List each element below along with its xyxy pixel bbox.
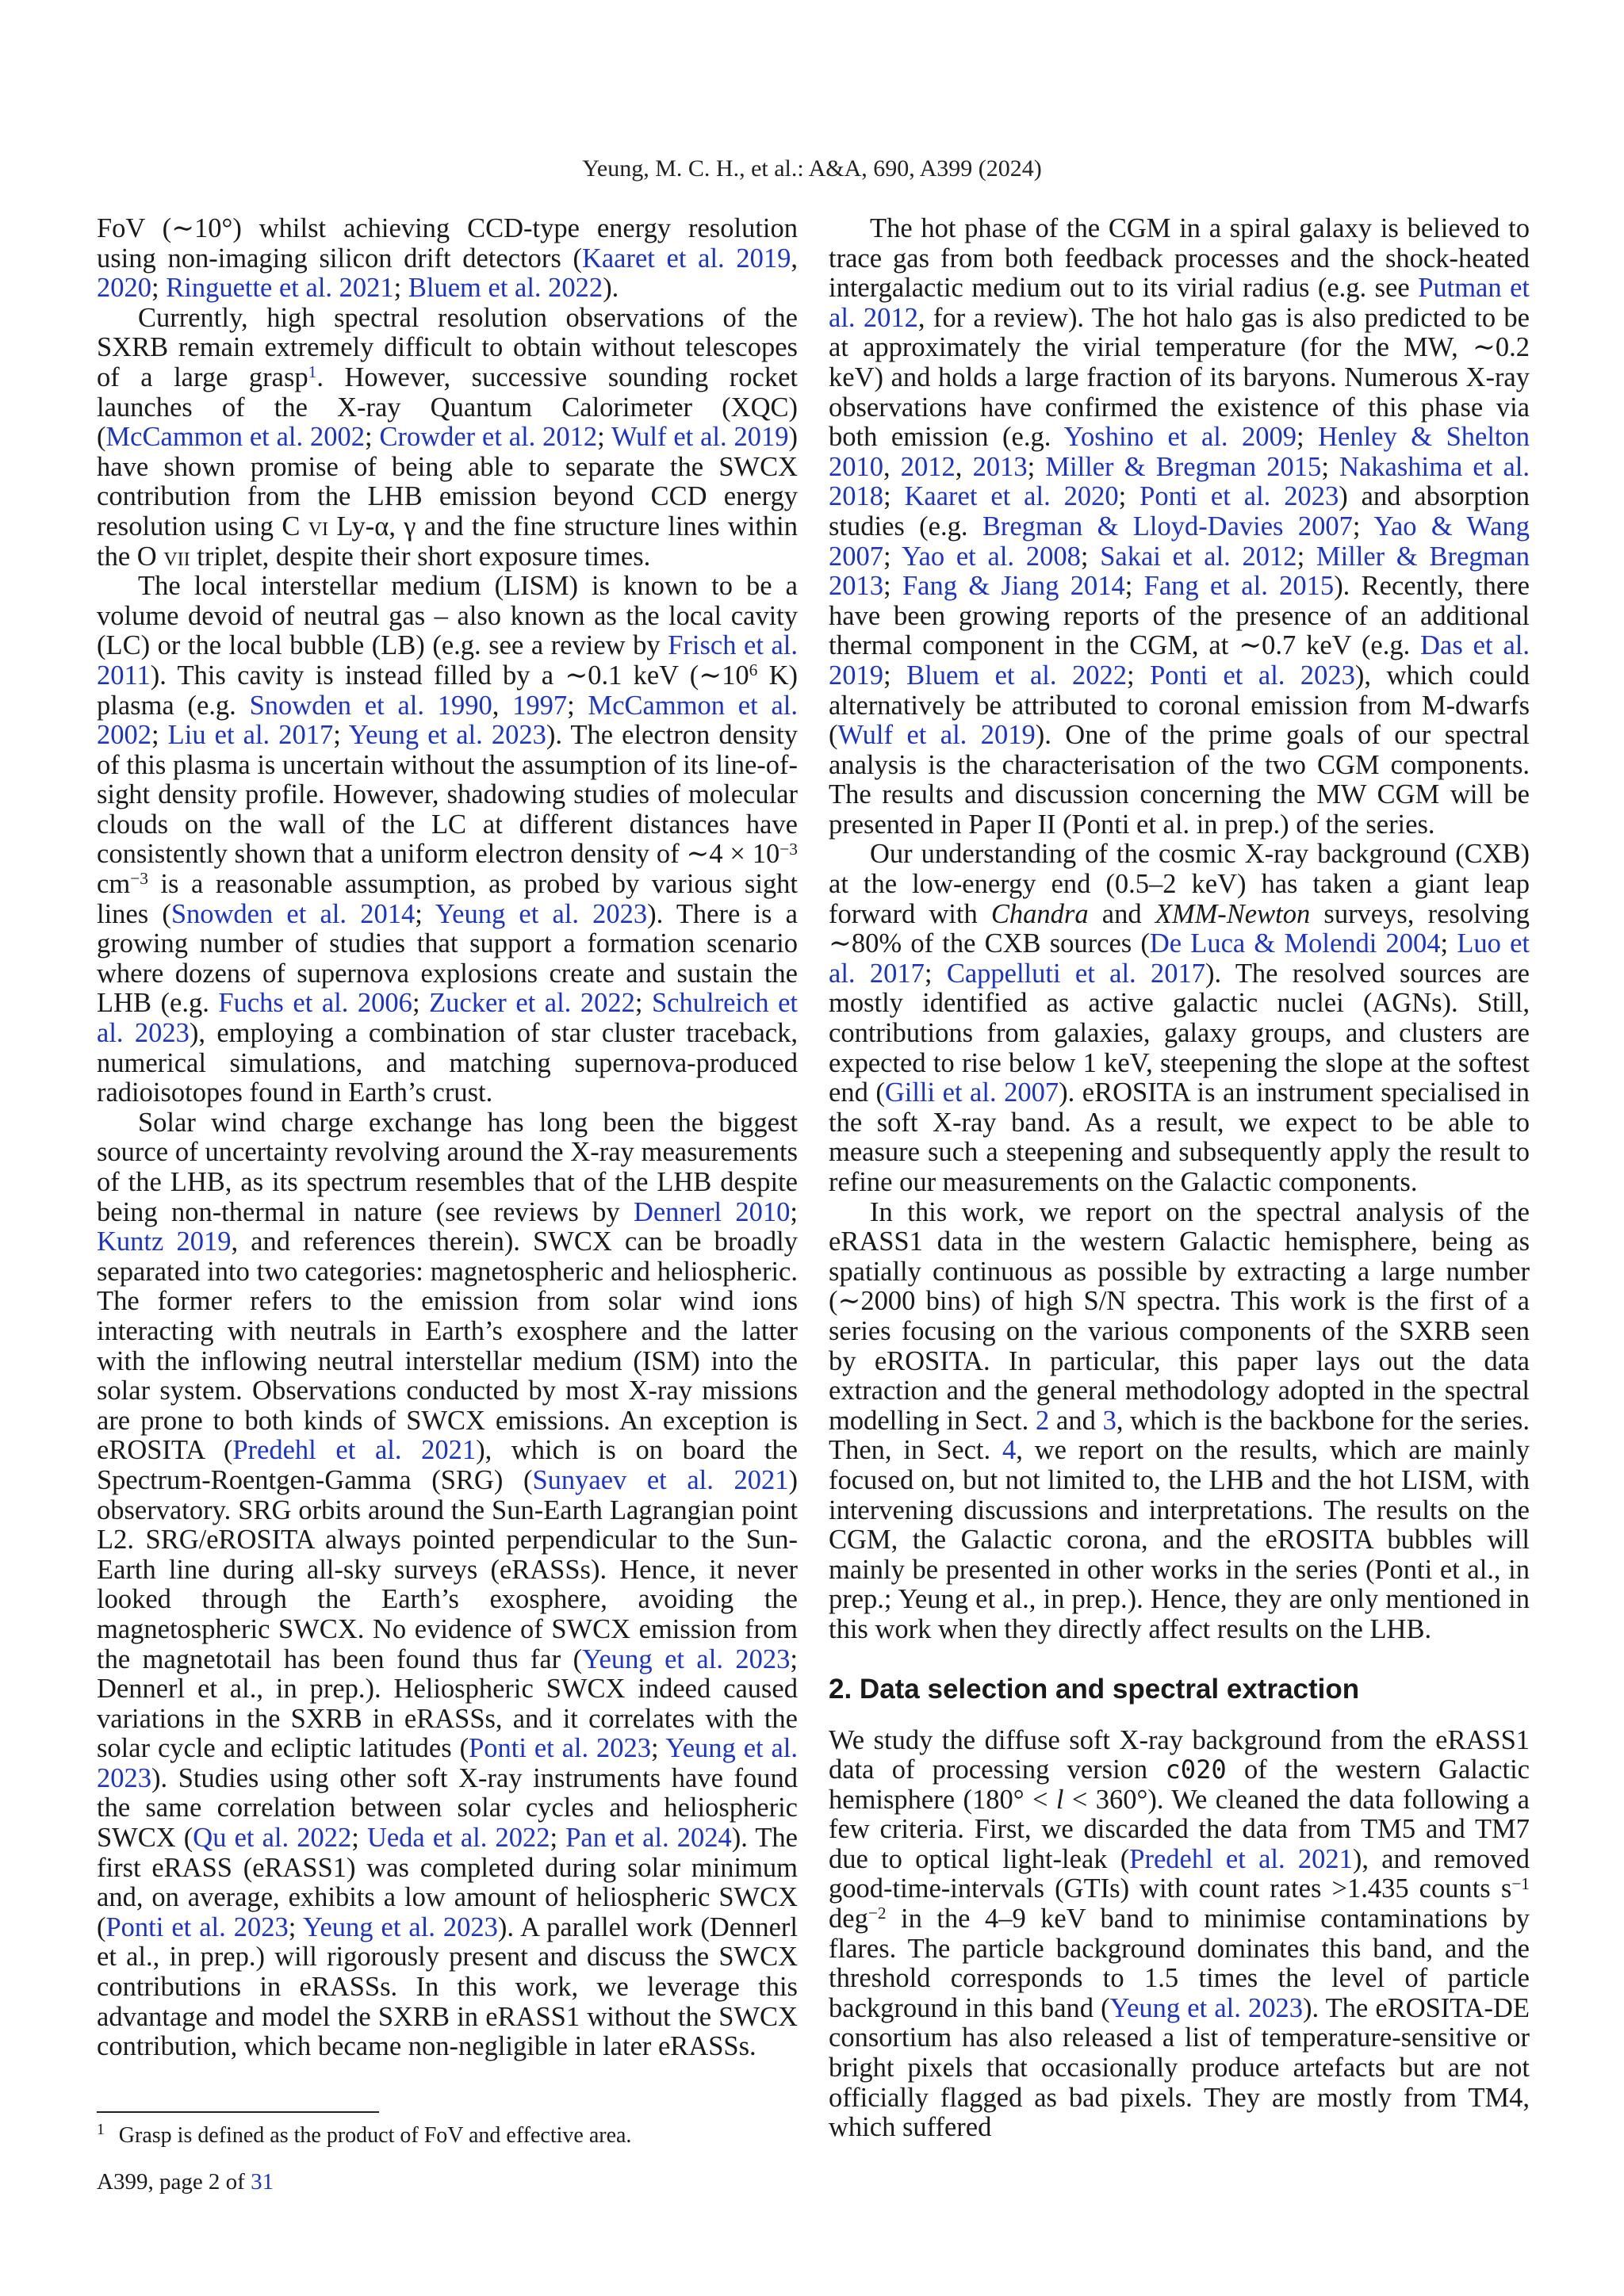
citation-link[interactable]: Putman et al. 2012	[829, 273, 1530, 333]
citation-link[interactable]: Zucker et al. 2022	[429, 988, 635, 1019]
citation-link[interactable]: McCammon et al. 2002	[105, 422, 365, 453]
citation-link[interactable]: Yeung et al. 2023	[435, 898, 648, 929]
citation-link[interactable]: Yao et al. 2008	[902, 541, 1081, 572]
citation-link[interactable]: Luo et al. 2017	[829, 928, 1530, 989]
citation-link[interactable]: McCammon et al. 2002	[97, 690, 799, 751]
citation-link[interactable]: Dennerl 2010	[633, 1196, 791, 1227]
citation-link[interactable]: Yeung et al. 2023	[303, 1911, 498, 1942]
citation-link[interactable]: Ponti et al. 2023	[469, 1733, 652, 1764]
citation-link[interactable]: Liu et al. 2017	[167, 720, 334, 751]
citation-link[interactable]: Frisch et al. 2011	[97, 630, 798, 691]
citation-link[interactable]: Schulreich et al. 2023	[97, 988, 798, 1049]
citation-link[interactable]: Yeung et al. 2023	[1109, 1992, 1303, 2023]
footnote-ref[interactable]: 1	[308, 362, 317, 382]
section-link[interactable]: 2	[1036, 1405, 1050, 1436]
citation-link[interactable]: Predehl et al. 2021	[1129, 1843, 1353, 1874]
citation-link[interactable]: Kaaret et al. 2019	[581, 243, 791, 274]
citation-link[interactable]: Fuchs et al. 2006	[218, 988, 412, 1019]
citation-link[interactable]: Bluem et al. 2022	[906, 660, 1128, 691]
left-column	[97, 214, 798, 2062]
citation-link[interactable]: 2013	[972, 451, 1028, 482]
citation-link[interactable]: Yoshino et al. 2009	[1063, 422, 1297, 453]
citation-link[interactable]: Yeung et al. 2023	[582, 1644, 791, 1674]
page-footer: A399, page 2 of 31	[97, 2169, 274, 2195]
citation-link[interactable]: Yeung et al. 2023	[97, 1733, 799, 1793]
citation-link[interactable]: 2020	[97, 273, 151, 304]
paragraph: The hot phase of the CGM in a spiral galaxy is believed to trace gas from both feedback processes and the shock-heated intergalactic medium out to its virial radius (e.g. see Putman et al. 2012, for a review). The hot halo gas is also predicted to be at approximately the virial temperature (for the MW, ∼0.2 keV) and holds a large fraction of its baryons. Numerous X-ray observations have confirmed the existence of this phase via both emission (e.g. Yoshino et al. 2009; Henley & Shelton 2010, 2012, 2013; Miller & Bregman 2015; Nakashima et al. 2018; Kaaret et al. 2020; Ponti et al. 2023) and absorption studies (e.g. Bregman & Lloyd-Davies 2007; Yao & Wang 2007; Yao et al. 2008; Sakai et al. 2012; Miller & Bregman 2013; Fang & Jiang 2014; Fang et al. 2015). Recently, there have been growing reports of the presence of an additional thermal component in the CGM, at ∼0.7 keV (e.g. Das et al. 2019; Bluem et al. 2022; Ponti et al. 2023), which could alternatively be attributed to coronal emission from M-dwarfs (Wulf et al. 2019). One of the prime goals of our spectral analysis is the characterisation of the two CGM components. The results and discussion concerning the MW CGM will be presented in Paper II (Ponti et al. in prep.) of the series.	[829, 213, 1530, 840]
citation-link[interactable]: Das et al. 2019	[829, 630, 1530, 691]
citation-link[interactable]: De Luca & Molendi 2004	[1149, 928, 1441, 959]
citation-link[interactable]: Ueda et al. 2022	[366, 1823, 550, 1854]
citation-link[interactable]: Crowder et al. 2012	[379, 422, 598, 453]
citation-link[interactable]: Ringuette et al. 2021	[166, 273, 394, 304]
citation-link[interactable]: Cappelluti et al. 2017	[946, 958, 1206, 989]
paragraph: FoV (∼10°) whilst achieving CCD-type energy resolution using non-imaging silicon drift detectors (Kaaret et al. 2019, 2020; Ringuette et al. 2021; Bluem et al. 2022).	[97, 213, 798, 304]
citation-link[interactable]: Pan et al. 2024	[565, 1823, 732, 1854]
citation-link[interactable]: Yao & Wang 2007	[829, 511, 1530, 572]
page-total-link[interactable]: 31	[251, 2169, 274, 2195]
citation-link[interactable]: Ponti et al. 2023	[1139, 481, 1339, 512]
citation-link[interactable]: Miller & Bregman 2013	[829, 541, 1530, 602]
paragraph: We study the diffuse soft X-ray background from the eRASS1 data of processing version c020 of the western Galactic hemisphere (180° < l < 360°). We cleaned the data following a few criteria. First, we discarded the data from TM5 and TM7 due to optical light-leak (Predehl et al. 2021), and removed good-time-intervals (GTIs) with count rates >1.435 counts $s^{-1}$ deg$^{-2}$ in the 4–9 keV band to minimise contaminations by flares. The particle background dominates this band, and the threshold corresponds to 1.5 times the level of particle background in this band (Yeung et al. 2023). The eROSITA-DE consortium has also released a list of temperature-sensitive or bright pixels that occasionally produce artefacts but are not officially flagged as bad pixels. They are mostly from TM4, which suffered	[829, 1724, 1530, 2143]
section-heading: 2. Data selection and spectral extraction	[829, 1673, 1360, 1705]
section-link[interactable]: 3	[1102, 1405, 1116, 1436]
citation-link[interactable]: Predehl et al. 2021	[232, 1435, 477, 1466]
paragraph: Solar wind charge exchange has long been the biggest source of uncertainty revolving around the X-ray measurements of the LHB, as its spectrum resembles that of the LHB despite being non-thermal in nature (see reviews by Dennerl 2010; Kuntz 2019, and references therein). SWCX can be broadly separated into two categories: magnetospheric and heliospheric. The former refers to the emission from solar wind ions interacting with neutrals in Earth’s exosphere and the latter with the inflowing neutral interstellar medium (ISM) into the solar system. Observations conducted by most X-ray missions are prone to both kinds of SWCX emissions. An exception is eROSITA (Predehl et al. 2021), which is on board the Spectrum-Roentgen-Gamma (SRG) (Sunyaev et al. 2021) observatory. SRG orbits around the Sun-Earth Lagrangian point L2. SRG/eROSITA always pointed perpendicular to the Sun-Earth line during all-sky surveys (eRASSs). Hence, it never looked through the Earth’s exosphere, avoiding the magnetospheric SWCX. No evidence of SWCX emission from the magnetotail has been found thus far (Yeung et al. 2023; Dennerl et al., in prep.). Heliospheric SWCX indeed caused variations in the SXRB in eRASSs, and it correlates with the solar cycle and ecliptic latitudes (Ponti et al. 2023; Yeung et al. 2023). Studies using other soft X-ray instruments have found the same correlation between solar cycles and heliospheric SWCX (Qu et al. 2022; Ueda et al. 2022; Pan et al. 2024). The first eRASS (eRASS1) was completed during solar minimum and, on average, exhibits a low amount of heliospheric SWCX (Ponti et al. 2023; Yeung et al. 2023). A parallel work (Dennerl et al., in prep.) will rigorously present and discuss the SWCX contributions in eRASSs. In this work, we leverage this advantage and model the SXRB in eRASS1 without the SWCX contribution, which became non-negligible in later eRASSs.	[97, 1107, 799, 2062]
footnote: $^1$ Grasp is defined as the product of FoV and effective area.	[97, 2122, 632, 2148]
citation-link[interactable]: Ponti et al. 2023	[1150, 660, 1355, 691]
section-link[interactable]: 4	[1002, 1435, 1017, 1466]
right-column	[829, 214, 1530, 2143]
citation-link[interactable]: Ponti et al. 2023	[105, 1911, 289, 1942]
citation-link[interactable]: Qu et al. 2022	[193, 1823, 352, 1854]
citation-link[interactable]: Bregman & Lloyd-Davies 2007	[982, 511, 1353, 541]
citation-link[interactable]: Snowden et al. 2014	[170, 898, 416, 929]
paragraph: The local interstellar medium (LISM) is known to be a volume devoid of neutral gas – also known as the local cavity (LC) or the local bubble (LB) (e.g. see a review by Frisch et al. 2011). This cavity is instead filled by a ∼0.1 keV ($\sim 10^6$ K) plasma (e.g. Snowden et al. 1990, 1997; McCammon et al. 2002; Liu et al. 2017; Yeung et al. 2023). The electron density of this plasma is uncertain without the assumption of its line-of-sight density profile. However, shadowing studies of molecular clouds on the wall of the LC at different distances have consistently shown that a uniform electron density of ∼4 × $10^{-3}$ $cm^{-3}$ is a reasonable assumption, as probed by various sight lines (Snowden et al. 2014; Yeung et al. 2023). There is a growing number of studies that support a formation scenario where dozens of supernova explosions create and sustain the LHB (e.g. Fuchs et al. 2006; Zucker et al. 2022; Schulreich et al. 2023), employing a combination of star cluster traceback, numerical simulations, and matching supernova-produced radioisotopes found in Earth’s crust.	[97, 571, 799, 1108]
paragraph: Currently, high spectral resolution observations of the SXRB remain extremely difficult to obtain without telescopes of a large grasp$^1$. However, successive sounding rocket launches of the X-ray Quantum Calorimeter (XQC) (McCammon et al. 2002; Crowder et al. 2012; Wulf et al. 2019) have shown promise of being able to separate the SWCX contribution from the LHB emission beyond CCD energy resolution using C vi Ly-α, γ and the fine structure lines within the O vii triplet, despite their short exposure times.	[97, 302, 799, 572]
citation-link[interactable]: Sakai et al. 2012	[1100, 541, 1297, 572]
citation-link[interactable]: Miller & Bregman 2015	[1045, 451, 1322, 482]
citation-link[interactable]: Nakashima et al. 2018	[829, 451, 1530, 512]
citation-link[interactable]: Kaaret et al. 2020	[904, 481, 1119, 512]
citation-link[interactable]: 1997	[512, 690, 568, 721]
citation-link[interactable]: Snowden et al. 1990	[249, 690, 492, 721]
paragraph: In this work, we report on the spectral analysis of the eRASS1 data in the western Galactic hemisphere, being as spatially continuous as possible by extracting a large number (∼2000 bins) of high S/N spectra. This work is the first of a series focusing on the various components of the SXRB seen by eROSITA. In particular, this paper lays out the data extraction and the general methodology adopted in the spectral modelling in Sect. 2 and 3, which is the backbone for the series. Then, in Sect. 4, we report on the results, which are mainly focused on, but not limited to, the LHB and the hot LISM, with intervening discussions and interpretations. The results on the CGM, the Galactic corona, and the eROSITA bubbles will mainly be presented in other works in the series (Ponti et al., in prep.; Yeung et al., in prep.). Hence, they are only mentioned in this work when they directly affect results on the LHB.	[829, 1196, 1530, 1644]
citation-link[interactable]: Wulf et al. 2019	[837, 720, 1036, 751]
citation-link[interactable]: Fang & Jiang 2014	[902, 571, 1125, 602]
citation-link[interactable]: 2012	[900, 451, 956, 482]
citation-link[interactable]: Fang et al. 2015	[1143, 571, 1335, 602]
paragraph: Our understanding of the cosmic X-ray background (CXB) at the low-energy end (0.5–2 keV) has taken a giant leap forward with Chandra and XMM-Newton surveys, resolving ∼80% of the CXB sources (De Luca & Molendi 2004; Luo et al. 2017; Cappelluti et al. 2017). The resolved sources are mostly identified as active galactic nuclei (AGNs). Still, contributions from galaxies, galaxy groups, and clusters are expected to rise below 1 keV, steepening the slope at the softest end (Gilli et al. 2007). eROSITA is an instrument specialised in the soft X-ray band. As a result, we expect to be able to measure such a steepening and subsequently apply the result to refine our measurements on the Galactic components.	[829, 839, 1530, 1197]
citation-link[interactable]: Wulf et al. 2019	[611, 422, 789, 453]
citation-link[interactable]: Bluem et al. 2022	[408, 273, 603, 304]
citation-link[interactable]: Kuntz 2019	[97, 1226, 232, 1257]
footnote-divider	[97, 2111, 379, 2113]
running-head: Yeung, M. C. H., et al.: A&A, 690, A399 (2024)	[582, 155, 1042, 182]
citation-link[interactable]: Yeung et al. 2023	[348, 720, 546, 751]
citation-link[interactable]: Sunyaev et al. 2021	[532, 1464, 789, 1495]
citation-link[interactable]: Henley & Shelton 2010	[829, 422, 1530, 482]
citation-link[interactable]: Gilli et al. 2007	[884, 1077, 1059, 1108]
